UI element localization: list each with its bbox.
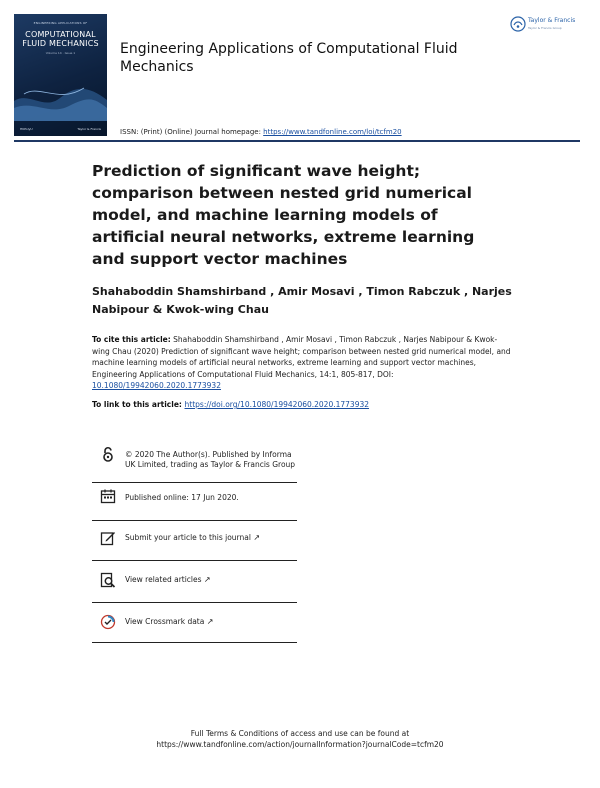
calendar-icon <box>100 488 116 504</box>
edit-icon <box>100 530 116 546</box>
external-link-icon: ↗ <box>206 617 214 626</box>
footer-terms-link[interactable]: https://www.tandfonline.com/action/journalInformation?journalCode=tcfm20 <box>156 740 444 749</box>
open-access-icon <box>100 446 116 462</box>
external-link-icon: ↗ <box>203 575 211 584</box>
issn-line <box>120 128 402 136</box>
article-link-line <box>92 400 522 409</box>
license-text: © 2020 The Author(s). Published by Informa UK Limited, trading as Taylor & Francis Group <box>125 450 296 469</box>
citation-text: Shahaboddin Shamshirband , Amir Mosavi , Timon Rabczuk , Narjes Nabipour & Kwok-wing Chau (2020) Prediction of significant wave height; comparison between nested grid numerical model, and machine learning models of artificial neural networks, extreme learning and support vector machines, Engineering Applications of Computational Fluid Mechanics, 14:1, 805-817, DOI: <box>92 335 511 379</box>
cover-sub-text: Volume 14 · Issue 1 <box>45 51 76 55</box>
citation-label: To cite this article: <box>92 335 171 344</box>
related-row[interactable] <box>92 560 297 602</box>
cover-title: COMPUTATIONAL FLUID MECHANICS <box>22 30 99 48</box>
publisher-logo-tagline: Taylor & Francis Group <box>528 26 562 30</box>
footer <box>0 728 600 750</box>
related-articles-label: View related articles <box>125 575 202 584</box>
link-label: To link to this article: <box>92 400 185 409</box>
header-divider <box>14 140 580 142</box>
article-title: Prediction of significant wave height; comparison between nested grid numerical model, and machine learning models of artificial neural networks, extreme learning and support vector machines <box>92 162 475 268</box>
journal-cover-image <box>14 14 107 136</box>
info-divider <box>92 560 297 561</box>
publisher-logo <box>510 15 588 37</box>
cover-wave-graphic <box>14 76 107 121</box>
publisher-logo-name: Taylor & Francis <box>528 17 576 24</box>
journal-title: Engineering Applications of Computational Fluid Mechanics <box>120 41 458 75</box>
info-divider <box>92 602 297 603</box>
cover-logo-right: Taylor & Francis <box>77 127 101 131</box>
citation-block <box>92 334 512 392</box>
published-date: Published online: 17 Jun 2020. <box>125 493 239 502</box>
cover-top-text: ENGINEERING APPLICATIONS OF <box>33 21 88 25</box>
article-authors: Shahaboddin Shamshirband , Amir Mosavi , Timon Rabczuk , Narjes Nabipour & Kwok-wing Chau <box>92 285 512 316</box>
crossmark-link[interactable] <box>125 617 297 627</box>
crossmark-icon <box>100 614 116 630</box>
citation-doi-link[interactable]: 10.1080/19942060.2020.1773932 <box>92 381 221 390</box>
submit-article-label: Submit your article to this journal <box>125 533 251 542</box>
related-articles-icon <box>100 572 116 588</box>
publisher-logo-icon <box>510 16 526 32</box>
crossmark-row[interactable] <box>92 602 297 642</box>
license-row <box>92 440 297 482</box>
cover-logo-left: HKPolyU <box>20 127 33 131</box>
journal-homepage-link[interactable]: https://www.tandfonline.com/loi/tcfm20 <box>263 128 402 136</box>
crossmark-label: View Crossmark data <box>125 617 205 626</box>
external-link-icon: ↗ <box>253 533 261 542</box>
published-row <box>92 482 297 520</box>
submit-article-link[interactable] <box>125 533 297 543</box>
footer-line-1: Full Terms & Conditions of access and use can be found at <box>190 729 410 738</box>
issn-prefix: ISSN: (Print) (Online) Journal homepage: <box>120 128 264 136</box>
info-divider <box>92 642 297 643</box>
related-articles-link[interactable] <box>125 575 297 585</box>
info-divider <box>92 520 297 521</box>
article-doi-link[interactable]: https://doi.org/10.1080/19942060.2020.1773932 <box>184 400 370 409</box>
info-divider <box>92 482 297 483</box>
submit-row[interactable] <box>92 520 297 560</box>
